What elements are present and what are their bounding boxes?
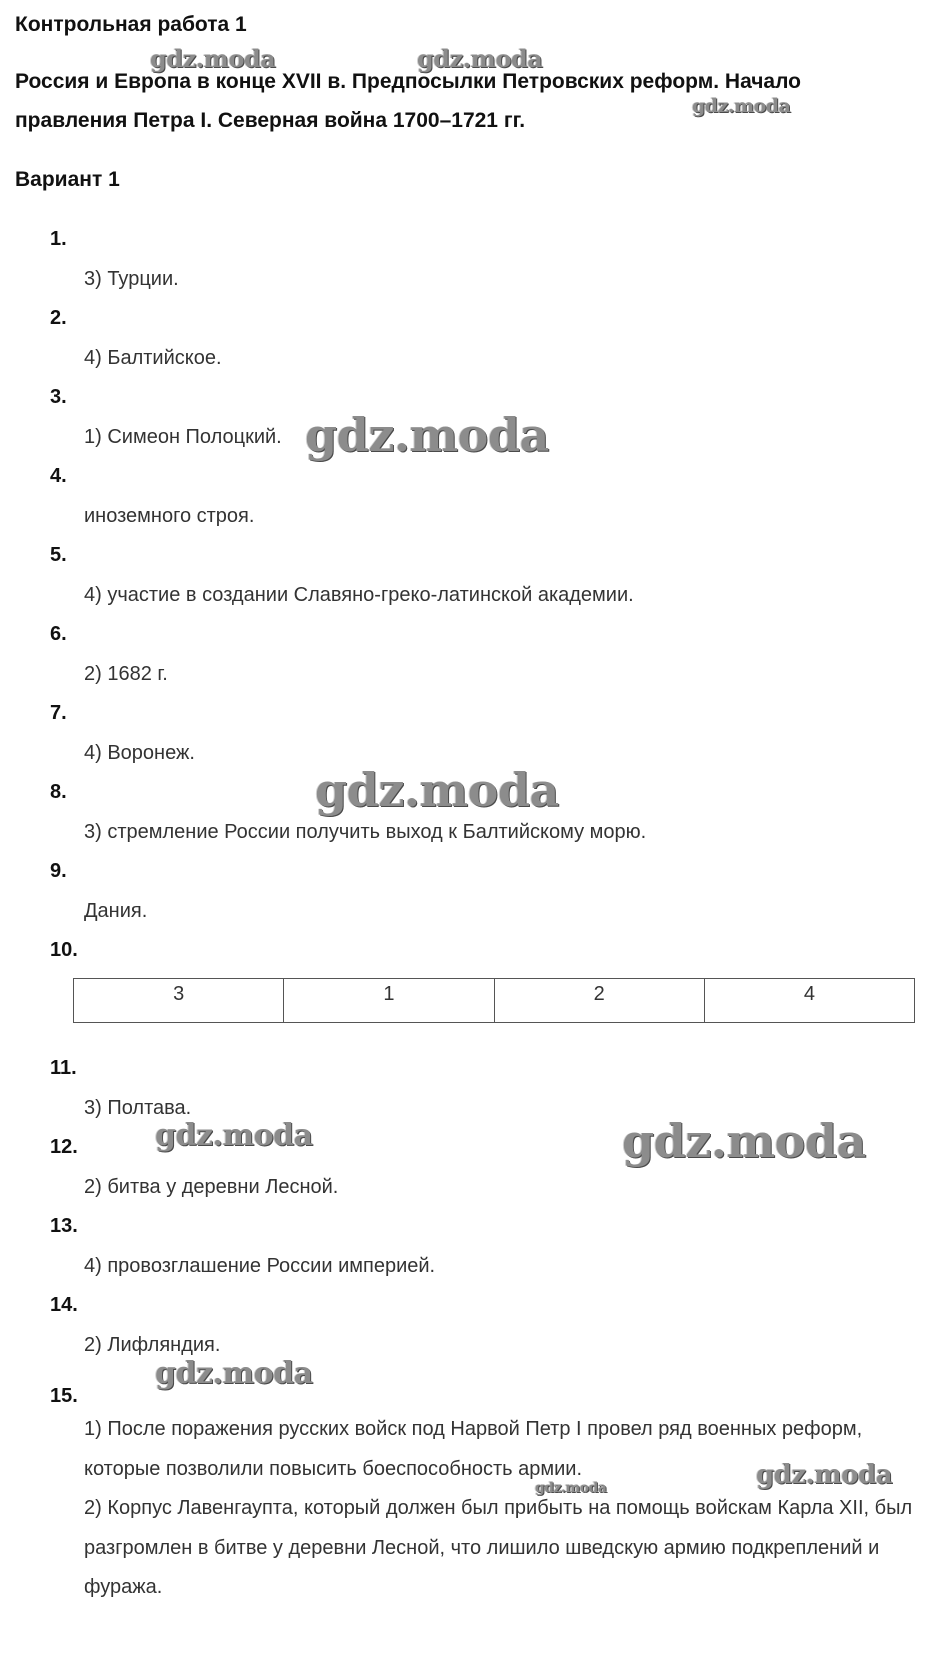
- question-answer: 2) битва у деревни Лесной.: [84, 1176, 339, 1198]
- table-cell: 3: [74, 979, 284, 1023]
- answer-paragraph: 1) После поражения русских войск под Нарвой Петр I провел ряд военных реформ, которые позволили повысить боеспособность армии.: [84, 1418, 863, 1480]
- watermark-logo: gdz.moda: [417, 44, 543, 73]
- table-row: [74, 979, 915, 1023]
- question-answer: 1) Симеон Полоцкий.: [84, 426, 282, 448]
- watermark-logo: gdz.moda: [305, 408, 549, 462]
- question-answer: 4) участие в создании Славяно-греко-латинской академии.: [84, 584, 634, 606]
- watermark-logo: gdz.moda: [150, 44, 276, 73]
- question-number: 12.: [50, 1136, 78, 1158]
- question-answer: 4) Балтийское.: [84, 347, 222, 369]
- question-number: 4.: [50, 465, 67, 487]
- question-number: 11.: [50, 1057, 77, 1079]
- question-number: 7.: [50, 702, 67, 724]
- answer-sequence-table: [73, 978, 915, 1023]
- variant-label: Вариант 1: [15, 168, 120, 191]
- question-number: 8.: [50, 781, 67, 803]
- question-answer: Дания.: [84, 900, 148, 922]
- question-answer: 4) Воронеж.: [84, 742, 195, 764]
- question-number: 2.: [50, 307, 67, 329]
- question-answer: 4) провозглашение России империей.: [84, 1255, 436, 1277]
- question-number: 3.: [50, 386, 67, 408]
- question-answer: иноземного строя.: [84, 505, 255, 527]
- watermark-logo: gdz.moda: [155, 1118, 313, 1153]
- question-answer: 3) стремление России получить выход к Балтийскому морю.: [84, 821, 647, 843]
- answer-paragraph: 2) Корпус Лавенгаупта, который должен был прибыть на помощь войскам Карла XII, был разгромлен в битве у деревни Лесной, что лишило шведскую армию подкреплений и фуража.: [84, 1497, 913, 1598]
- watermark-logo: gdz.moda: [756, 1460, 893, 1490]
- question-number: 6.: [50, 623, 67, 645]
- table-cell: 4: [704, 979, 914, 1023]
- watermark-logo: gdz.moda: [535, 1480, 607, 1496]
- table-cell: 2: [494, 979, 704, 1023]
- question-number: 15.: [50, 1385, 78, 1407]
- question-number: 10.: [50, 939, 78, 961]
- watermark-logo: gdz.moda: [155, 1356, 313, 1391]
- question-number: 13.: [50, 1215, 78, 1237]
- question-answer: 2) Лифляндия.: [84, 1334, 221, 1356]
- topic-line-2: правления Петра I. Северная война 1700–1721 гг.: [15, 109, 526, 132]
- watermark-logo: gdz.moda: [692, 95, 791, 117]
- topic-line-1: Россия и Европа в конце XVII в. Предпосылки Петровских реформ. Начало: [15, 70, 801, 93]
- question-number: 1.: [50, 228, 67, 250]
- watermark-logo: gdz.moda: [622, 1114, 866, 1168]
- question-answer: 3) Полтава.: [84, 1097, 192, 1119]
- question-answer: 2) 1682 г.: [84, 663, 168, 685]
- question-number: 5.: [50, 544, 67, 566]
- question-answer: 3) Турции.: [84, 268, 179, 290]
- page-title: Контрольная работа 1: [15, 13, 247, 36]
- question-number: 14.: [50, 1294, 78, 1316]
- question-number: 9.: [50, 860, 67, 882]
- table-cell: 1: [284, 979, 494, 1023]
- watermark-logo: gdz.moda: [315, 763, 559, 817]
